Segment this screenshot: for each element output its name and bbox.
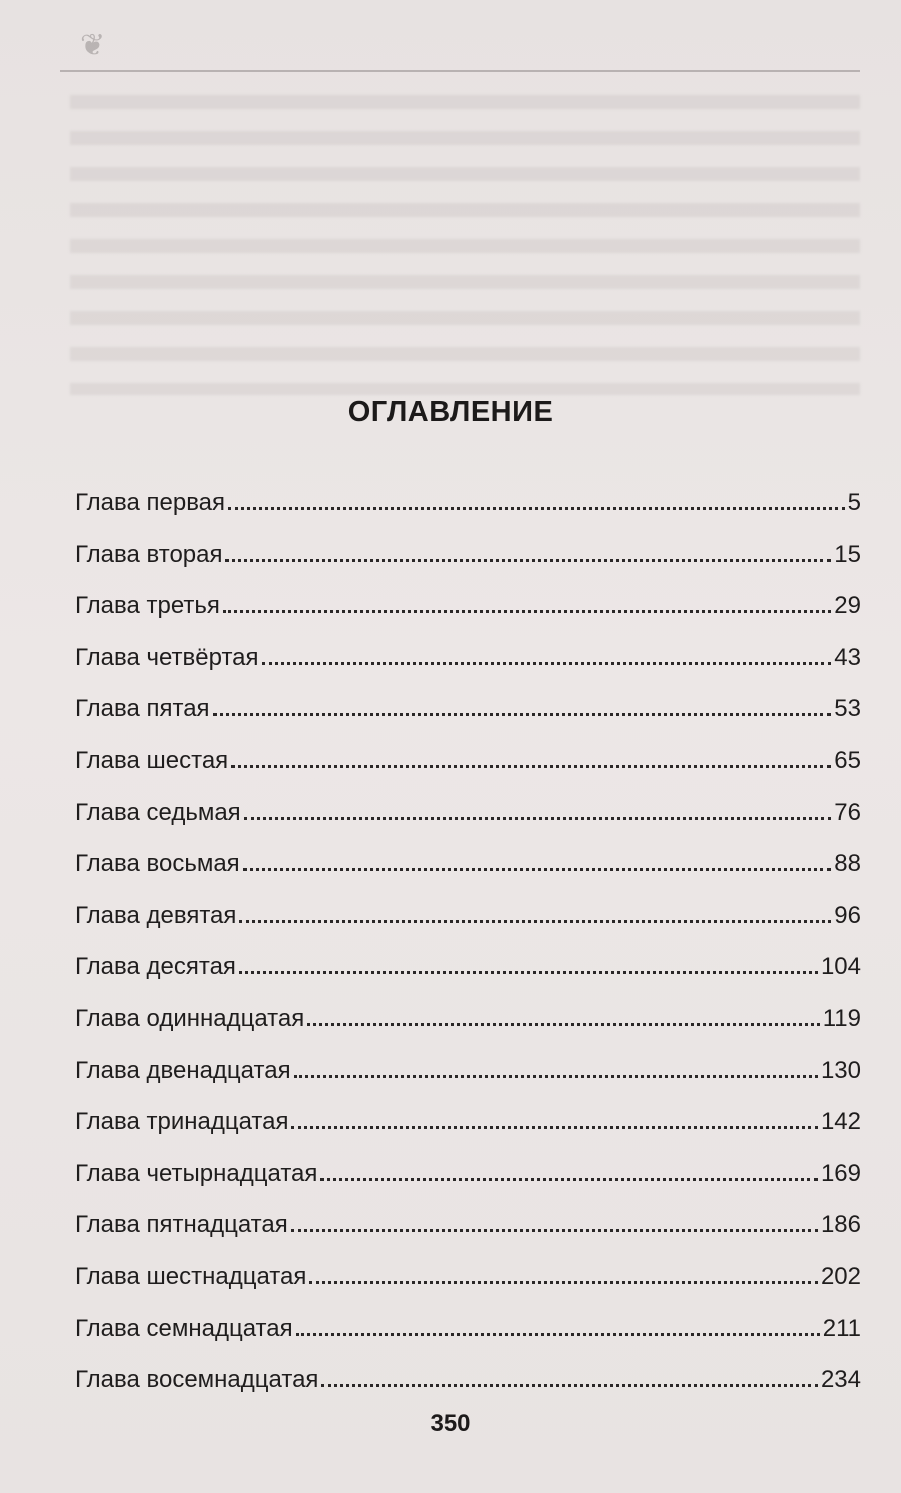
toc-entry-page: 53 [834, 695, 861, 723]
toc-entry-page: 211 [822, 1314, 861, 1342]
toc-entry-label: Глава третья [75, 592, 220, 620]
toc-entry [75, 743, 861, 795]
toc-entry-label: Глава четвёртая [75, 643, 259, 671]
toc-entry [75, 949, 861, 1001]
page-number: 350 [430, 1410, 471, 1437]
toc-entry-label: Глава первая [75, 489, 226, 516]
toc-entry-label: Глава шестая [75, 746, 229, 774]
toc-entry-label: Глава одиннадцатая [75, 1004, 305, 1032]
toc-entry [75, 1053, 861, 1105]
toc-entry-label: Глава тринадцатая [75, 1108, 289, 1136]
toc-entry [75, 588, 861, 640]
toc-leader-dots [262, 661, 832, 665]
toc-entry-page: 104 [820, 953, 861, 981]
toc-entry [75, 691, 861, 743]
toc-leader-dots [213, 712, 832, 716]
toc-leader-dots [223, 609, 831, 613]
toc-entry [75, 1104, 861, 1156]
toc-leader-dots [294, 1074, 818, 1078]
toc-leader-dots [291, 1125, 817, 1129]
toc-entry-page: 169 [820, 1159, 861, 1187]
toc-entry [75, 537, 861, 589]
toc-leader-dots [243, 867, 832, 871]
toc-entry-label: Глава пятнадцатая [75, 1211, 288, 1239]
toc-entry-page: 29 [834, 592, 861, 620]
toc-entry [75, 1362, 861, 1414]
toc-entry [75, 795, 861, 847]
toc-leader-dots [228, 506, 845, 510]
toc-list [75, 485, 861, 1414]
toc-leader-dots [239, 919, 831, 923]
toc-leader-dots [244, 816, 832, 820]
ornament-icon: ❦ [80, 29, 106, 62]
toc-entry-page: 186 [820, 1211, 861, 1239]
toc-entry-label: Глава пятая [75, 695, 210, 723]
toc-entry-label: Глава семнадцатая [75, 1314, 293, 1342]
toc-entry [75, 1001, 861, 1053]
toc-entry-label: Глава восьмая [75, 850, 240, 878]
toc-entry-label: Глава седьмая [75, 798, 241, 826]
toc-leader-dots [225, 558, 831, 562]
toc-entry [75, 640, 861, 692]
toc-entry-page: 96 [834, 901, 861, 929]
toc-leader-dots [320, 1177, 818, 1181]
toc-leader-dots [296, 1332, 820, 1336]
toc-leader-dots [309, 1280, 818, 1284]
toc-entry [75, 1259, 861, 1311]
toc-entry-label: Глава двенадцатая [75, 1056, 291, 1084]
toc-entry [75, 485, 861, 537]
toc-entry-page: 65 [834, 746, 861, 774]
toc-leader-dots [321, 1383, 818, 1387]
toc-leader-dots [291, 1228, 818, 1232]
toc-entry-page: 88 [834, 850, 861, 878]
toc-entry-page: 43 [834, 643, 861, 671]
toc-entry-label: Глава десятая [75, 953, 236, 981]
toc-entry [75, 1156, 861, 1208]
toc-entry [75, 846, 861, 898]
toc-entry-page: 5 [847, 489, 861, 516]
toc-entry-label: Глава девятая [75, 901, 237, 929]
toc-leader-dots [231, 764, 831, 768]
toc-leader-dots [307, 1022, 820, 1026]
toc-entry [75, 898, 861, 950]
toc-entry-page: 76 [834, 798, 861, 826]
toc-entry-page: 142 [820, 1108, 861, 1136]
toc-title: ОГЛАВЛЕНИЕ [347, 396, 554, 428]
toc-entry-page: 15 [834, 540, 861, 568]
bleed-through-text [70, 95, 860, 395]
toc-entry [75, 1311, 861, 1363]
toc-entry-label: Глава восемнадцатая [75, 1366, 319, 1394]
toc-entry-page: 202 [820, 1262, 861, 1290]
toc-entry [75, 1207, 861, 1259]
toc-leader-dots [239, 970, 818, 974]
toc-entry-label: Глава четырнадцатая [75, 1159, 318, 1187]
toc-entry-label: Глава вторая [75, 540, 223, 568]
toc-entry-page: 119 [822, 1004, 861, 1032]
header-rule [60, 70, 860, 72]
toc-entry-page: 130 [820, 1056, 861, 1084]
toc-entry-page: 234 [820, 1366, 861, 1394]
toc-entry-label: Глава шестнадцатая [75, 1262, 307, 1290]
